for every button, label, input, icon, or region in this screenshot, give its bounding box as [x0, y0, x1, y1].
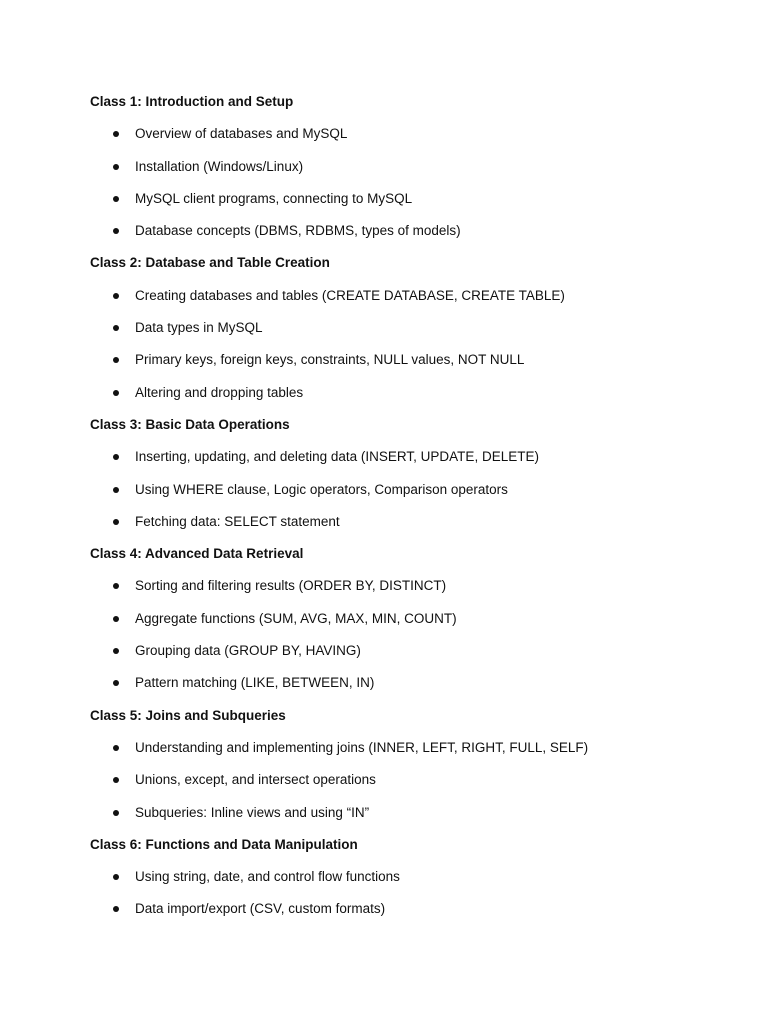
section-heading: Class 6: Functions and Data Manipulation: [90, 836, 358, 852]
list-item-text: Using string, date, and control flow functions: [135, 869, 400, 885]
section-class-6: [90, 835, 728, 920]
section-heading: Class 1: Introduction and Setup: [90, 94, 294, 109]
section-heading: Class 5: Joins and Subqueries: [90, 707, 286, 723]
list-item-text: Installation (Windows/Linux): [135, 158, 304, 174]
bullet-icon: [113, 616, 119, 622]
list-item-text: Data types in MySQL: [135, 320, 263, 336]
bullet-icon: [113, 745, 119, 751]
list-item-text: Data import/export (CSV, custom formats): [135, 901, 386, 917]
bullet-icon: [113, 228, 119, 234]
bullet-icon: [113, 648, 119, 654]
section-heading: Class 2: Database and Table Creation: [90, 255, 330, 271]
list-item-text: Altering and dropping tables: [135, 384, 304, 400]
list-item: [90, 609, 728, 629]
list-item: [90, 318, 728, 338]
bullet-icon: [113, 906, 119, 912]
section-heading: Class 3: Basic Data Operations: [90, 416, 290, 432]
list-item: [90, 803, 728, 823]
list-item-text: Understanding and implementing joins (INNER, LEFT, RIGHT, FULL, SELF): [135, 739, 589, 755]
list-item-text: Fetching data: SELECT statement: [135, 513, 340, 529]
list-item: [90, 576, 728, 596]
list-item: [90, 480, 728, 500]
bullet-icon: [113, 131, 119, 137]
list-item: [90, 770, 728, 790]
list-item-text: Inserting, updating, and deleting data (INSERT, UPDATE, DELETE): [135, 449, 539, 465]
list-item: [90, 673, 728, 693]
bullet-icon: [113, 454, 119, 460]
list-item: [90, 641, 728, 661]
bullet-list: [90, 124, 728, 241]
list-item: [90, 189, 728, 209]
bullet-icon: [113, 519, 119, 525]
section-class-1: [90, 92, 728, 241]
list-item: [90, 899, 728, 919]
list-item-text: Database concepts (DBMS, RDBMS, types of models): [135, 223, 461, 239]
bullet-icon: [113, 293, 119, 299]
bullet-list: [90, 576, 728, 693]
section-class-4: [90, 544, 728, 693]
list-item: [90, 350, 728, 370]
bullet-icon: [113, 325, 119, 331]
bullet-icon: [113, 390, 119, 396]
bullet-list: [90, 867, 728, 919]
section-class-3: [90, 415, 728, 532]
list-item: [90, 221, 728, 241]
list-item-text: MySQL client programs, connecting to MySQL: [135, 190, 413, 206]
list-item: [90, 738, 728, 758]
section-class-5: [90, 706, 728, 823]
bullet-icon: [113, 680, 119, 686]
list-item-text: Subqueries: Inline views and using “IN”: [135, 804, 370, 820]
bullet-list: [90, 738, 728, 823]
list-item-text: Pattern matching (LIKE, BETWEEN, IN): [135, 675, 375, 691]
list-item-text: Creating databases and tables (CREATE DATABASE, CREATE TABLE): [135, 287, 565, 303]
list-item: [90, 512, 728, 532]
list-item: [90, 383, 728, 403]
list-item: [90, 447, 728, 467]
list-item-text: Grouping data (GROUP BY, HAVING): [135, 643, 361, 659]
list-item-text: Using WHERE clause, Logic operators, Comparison operators: [135, 481, 508, 497]
bullet-icon: [113, 357, 119, 363]
bullet-icon: [113, 810, 119, 816]
list-item-text: Unions, except, and intersect operations: [135, 772, 376, 788]
bullet-icon: [113, 777, 119, 783]
list-item: [90, 867, 728, 887]
section-heading: Class 4: Advanced Data Retrieval: [90, 546, 304, 562]
list-item-text: Overview of databases and MySQL: [135, 126, 348, 142]
list-item-text: Primary keys, foreign keys, constraints, NULL values, NOT NULL: [135, 352, 525, 368]
section-class-2: [90, 253, 728, 402]
list-item: [90, 286, 728, 306]
list-item: [90, 157, 728, 177]
bullet-icon: [113, 196, 119, 202]
bullet-icon: [113, 583, 119, 589]
bullet-icon: [113, 487, 119, 493]
list-item: [90, 124, 728, 144]
bullet-icon: [113, 874, 119, 880]
list-item-text: Aggregate functions (SUM, AVG, MAX, MIN, COUNT): [135, 610, 457, 626]
bullet-list: [90, 286, 728, 403]
bullet-icon: [113, 164, 119, 170]
bullet-list: [90, 447, 728, 532]
list-item-text: Sorting and filtering results (ORDER BY, DISTINCT): [135, 578, 447, 594]
